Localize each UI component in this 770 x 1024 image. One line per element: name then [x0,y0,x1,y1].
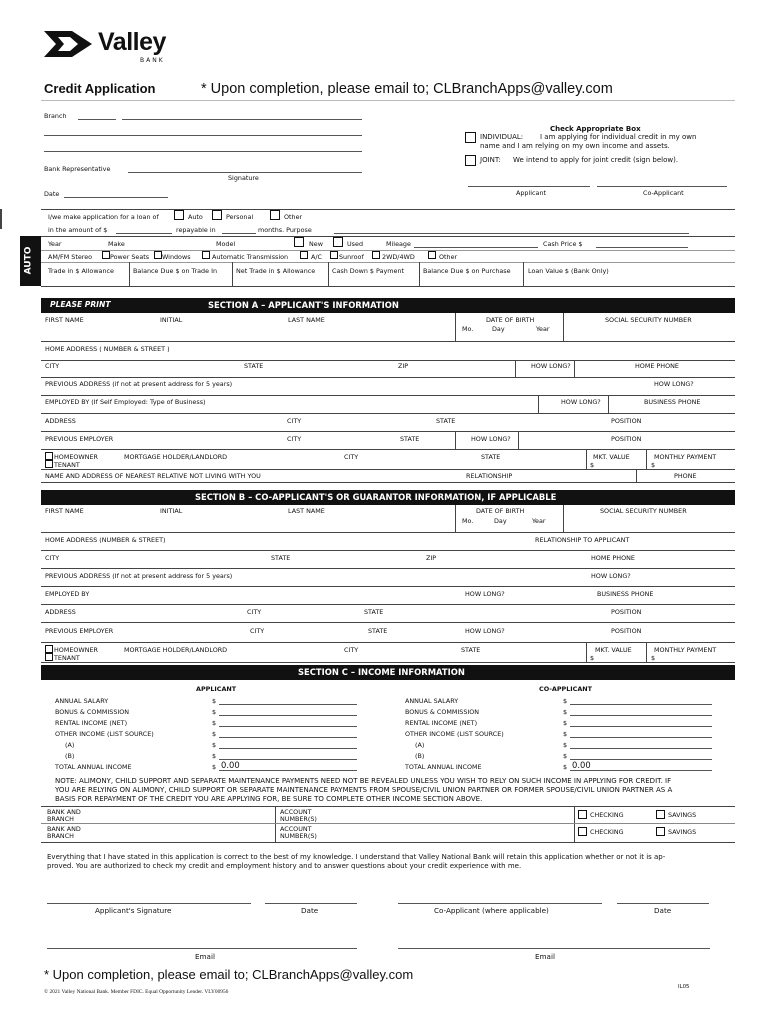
b-homeowner-checkbox[interactable] [45,645,53,653]
blank-line-1[interactable] [44,135,362,136]
a-city2: CITY [287,417,302,425]
co-applicant-income-line-5[interactable] [570,748,712,749]
b-prevemp: PREVIOUS EMPLOYER [45,627,114,635]
a-prev: PREVIOUS ADDRESS (if not at present address for 5 years) [45,380,233,388]
co-email-line[interactable] [398,948,710,949]
co-applicant-income-dollar-7: $ [563,763,568,771]
applicant-income-dollar-6: $ [212,752,217,760]
a-zip: ZIP [398,362,409,370]
b-dob: DATE OF BIRTH [476,507,525,515]
auto-trans-checkbox[interactable] [202,251,210,259]
other-option-label: Other [439,253,458,261]
savings-1-label: SAVINGS [668,811,697,819]
b-state4: STATE [461,646,481,654]
co-applicant-income-dollar-3: $ [563,719,568,727]
app-sig-line[interactable] [47,903,251,904]
power-checkbox[interactable] [102,251,110,259]
b-mortgage: MORTGAGE HOLDER/LANDLORD [124,646,228,654]
b-state: STATE [271,554,291,562]
check-title: Check Appropriate Box [550,125,641,133]
a-tenant-checkbox[interactable] [45,460,53,468]
co-applicant-income-dollar-5: $ [563,741,568,749]
co-date-line[interactable] [617,903,709,904]
other-option-checkbox[interactable] [428,251,436,259]
a-ssn: SOCIAL SECURITY NUMBER [605,316,692,324]
b-day: Day [494,517,507,525]
co-applicant-income-label-4: OTHER INCOME (LIST SOURCE) [405,730,504,738]
bank-rep-line[interactable] [128,172,362,173]
b-first: FIRST NAME [45,507,84,515]
a-home: HOME ADDRESS ( NUMBER & STREET ) [45,345,170,353]
mileage-line[interactable] [414,247,538,248]
a-howlong4: HOW LONG? [471,435,511,443]
other-checkbox[interactable] [270,210,280,220]
b-home: HOME ADDRESS (NUMBER & STREET) [45,536,166,544]
applicant-income-label-7: TOTAL ANNUAL INCOME [55,763,132,771]
app-date-label: Date [301,906,319,915]
co-applicant-income-dollar-2: $ [563,708,568,716]
b-zip: ZIP [426,554,437,562]
a-initial: INITIAL [160,316,183,324]
applicant-total-income: 0.00 [221,760,240,770]
savings-2-label: SAVINGS [668,828,697,836]
ac-label: A/C [311,253,322,261]
a-tenant: TENANT [54,461,80,469]
bank-1-label: BANK AND [47,808,81,816]
year-label: Year [48,240,62,248]
co-date-label: Date [654,906,672,915]
checking-2-checkbox[interactable] [578,827,587,836]
a-yr: Year [536,325,550,333]
section-c-title: SECTION C – INCOME INFORMATION [298,667,465,677]
c-note-3: BASIS FOR REPAYMENT OF THE CREDIT YOU ARE APPLYING FOR, BE SURE TO COMPLETE OTHER INCOME SECTION ABOVE. [55,795,483,803]
a-first: FIRST NAME [45,316,84,324]
applicant-income-label-6: (B) [65,752,75,760]
a-mo: Mo. [462,325,474,333]
applicant-sig-line[interactable] [468,186,590,187]
applicant-income-label-1: ANNUAL SALARY [55,697,109,705]
a-state: STATE [244,362,264,370]
brand-name: Valley [98,28,166,56]
applicant-income-line-2[interactable] [219,715,357,716]
joint-checkbox[interactable] [465,155,476,166]
b-initial: INITIAL [160,507,183,515]
a-day: Day [492,325,505,333]
bank-rep-label: Bank Representative [44,165,111,173]
a-address: ADDRESS [45,417,76,425]
a-relative: NAME AND ADDRESS OF NEAREST RELATIVE NOT LIVING WITH YOU [45,472,261,480]
bank-2-label: BANK AND [47,825,81,833]
acct-1-label-2: NUMBER(S) [280,815,317,823]
a-position: POSITION [611,417,642,425]
power-label: Power Seats [110,253,150,261]
applicant-income-label-2: BONUS & COMMISSION [55,708,130,716]
co-applicant-total-income: 0.00 [572,760,591,770]
a-state4: STATE [481,453,501,461]
b-state2: STATE [364,608,384,616]
used-checkbox[interactable] [333,237,343,247]
email-note: * Upon completion, please email to; CLBranchApps@valley.com [201,81,613,97]
repay-line[interactable] [222,233,256,234]
auto-checkbox[interactable] [174,210,184,220]
b-city: CITY [45,554,60,562]
b-position2: POSITION [611,627,642,635]
acct-1-label: ACCOUNT [280,808,312,816]
auto-side-text: AUTO [23,246,34,275]
signature-label: Signature [228,174,259,182]
trade-allowance-label: Trade in $ Allowance [48,267,114,275]
b-mkt: MKT. VALUE [595,646,632,654]
a-howlong: HOW LONG? [531,362,571,370]
auto-label: Auto [188,213,203,221]
applicant-label: Applicant [516,189,547,197]
a-city4: CITY [344,453,359,461]
other-label: Other [284,213,303,221]
individual-label: INDIVIDUAL: [480,133,524,141]
applicant-income-line-6[interactable] [219,759,357,760]
b-city4: CITY [344,646,359,654]
windows-checkbox[interactable] [154,251,162,259]
individual-checkbox[interactable] [465,132,476,143]
form-code: IL05 [678,984,690,990]
co-applicant-income-line-6[interactable] [570,759,712,760]
valley-logo-icon [42,27,94,61]
applicant-income-line-7[interactable] [219,770,357,771]
co-applicant-sig-line[interactable] [597,186,727,187]
amount-line[interactable] [116,233,172,234]
personal-label: Personal [226,213,254,221]
co-applicant-income-dollar-6: $ [563,752,568,760]
branch-label: Branch [44,112,67,120]
co-applicant-income-line-2[interactable] [570,715,712,716]
cash-down-label: Cash Down $ Payment [332,267,405,275]
section-a-title: SECTION A – APPLICANT'S INFORMATION [208,300,399,310]
savings-1-checkbox[interactable] [656,810,665,819]
a-monthly: MONTHLY PAYMENT [654,453,717,461]
applicant-income-dollar-4: $ [212,730,217,738]
a-position2: POSITION [611,435,642,443]
date-line[interactable] [64,197,168,198]
sunroof-checkbox[interactable] [330,251,338,259]
new-checkbox[interactable] [294,237,304,247]
b-howlong: HOW LONG? [591,572,631,580]
new-label: New [309,240,323,248]
a-relationship: RELATIONSHIP [466,472,513,480]
applicant-income-dollar-3: $ [212,719,217,727]
please-print: PLEASE PRINT [50,300,111,309]
applicant-income-dollar-2: $ [212,708,217,716]
co-applicant-income-line-4[interactable] [570,737,712,738]
a-mortgage: MORTGAGE HOLDER/LANDLORD [124,453,228,461]
b-howlong3: HOW LONG? [465,627,505,635]
applicant-income-label-3: RENTAL INCOME (NET) [55,719,128,727]
applicant-income-line-1[interactable] [219,704,357,705]
co-sig-label: Co-Applicant (where applicable) [434,906,549,915]
co-applicant-income-label-6: (B) [415,752,425,760]
months-label: months. Purpose [258,226,312,234]
b-tenant: TENANT [54,654,80,662]
checking-1-label: CHECKING [590,811,624,819]
b-position: POSITION [611,608,642,616]
a-rphone: PHONE [674,472,697,480]
savings-2-checkbox[interactable] [656,827,665,836]
used-label: Used [347,240,363,248]
b-dollar: $ [590,654,595,662]
b-phone: HOME PHONE [591,554,635,562]
a-bphone: BUSINESS PHONE [644,398,701,406]
app-sig-label: Applicant's Signature [95,906,172,915]
a-dollar2: $ [651,461,656,469]
b-homeowner: HOMEOWNER [54,646,98,654]
a-mkt: MKT. VALUE [593,453,630,461]
amfm-label: AM/FM Stereo [48,253,93,261]
a-city: CITY [45,362,60,370]
co-applicant-income-line-1[interactable] [570,704,712,705]
balance-purchase-label: Balance Due $ on Purchase [423,267,511,275]
blank-line-2[interactable] [44,151,362,152]
a-prevemp: PREVIOUS EMPLOYER [45,435,114,443]
applicant-income-line-3[interactable] [219,726,357,727]
branch-line[interactable] [78,119,116,120]
balance-trade-label: Balance Due $ on Trade In [133,267,218,275]
mileage-label: Mileage [386,240,411,248]
applicant-income-dollar-5: $ [212,741,217,749]
a-city3: CITY [287,435,302,443]
wd-label: 2WD/4WD [382,253,415,261]
co-applicant-income-label-3: RENTAL INCOME (NET) [405,719,478,727]
copyright: © 2021 Valley National Bank. Member FDIC. Equal Opportunity Lender. VLY00956 [44,989,229,995]
app-date-line[interactable] [265,903,357,904]
b-tenant-checkbox[interactable] [45,653,53,661]
applicant-income-line-5[interactable] [219,748,357,749]
acct-2-label: ACCOUNT [280,825,312,833]
purpose-line[interactable] [334,233,689,234]
cash-price-line[interactable] [596,247,688,248]
applicant-income-dollar-7: $ [212,763,217,771]
a-howlong3: HOW LONG? [561,398,601,406]
c-note-2: YOU ARE RELYING ON ALIMONY, CHILD SUPPORT OR SEPARATE MAINTENANCE PAYMENTS FROM SPOUSE/CIVIL UNION PARTNER OR FORMER SPOUSE/CIVIL UNION PARTNER AS A [55,786,673,794]
b-address: ADDRESS [45,608,76,616]
certification-1: Everything that I have stated in this application is correct to the best of my knowledge. I understand that Valley National Bank will retain this application whether or not it is ap- [47,853,666,861]
checking-2-label: CHECKING [590,828,624,836]
b-prev: PREVIOUS ADDRESS (If not at present address for 5 years) [45,572,233,580]
b-howlong2: HOW LONG? [465,590,505,598]
co-applicant-label: Co-Applicant [643,189,684,197]
applicant-income-label-4: OTHER INCOME (LIST SOURCE) [55,730,154,738]
footer-email-note: * Upon completion, please email to; CLBranchApps@valley.com [44,967,414,982]
b-last: LAST NAME [288,507,325,515]
app-email-label: Email [195,952,215,961]
co-applicant-income-label-2: BONUS & COMMISSION [405,708,480,716]
loan-value-label: Loan Value $ (Bank Only) [528,267,609,275]
windows-label: Windows [162,253,191,261]
personal-checkbox[interactable] [212,210,222,220]
co-sig-line[interactable] [398,903,602,904]
c-co-applicant: CO-APPLICANT [539,685,593,693]
co-applicant-income-dollar-4: $ [563,730,568,738]
brand-sub: BANK [140,57,165,64]
b-mo: Mo. [462,517,474,525]
b-state3: STATE [368,627,388,635]
checking-1-checkbox[interactable] [578,810,587,819]
make-label: Make [108,240,125,248]
joint-text: We intend to apply for joint credit (sign below). [513,156,679,164]
co-email-label: Email [535,952,555,961]
b-emp: EMPLOYED BY [45,590,90,598]
co-applicant-income-label-5: (A) [415,741,425,749]
form-title: Credit Application [44,81,156,96]
co-applicant-income-dollar-1: $ [563,697,568,705]
date-label: Date [44,190,60,198]
sunroof-label: Sunroof [339,253,364,261]
app-email-line[interactable] [47,948,357,949]
ac-checkbox[interactable] [300,251,308,259]
model-label: Model [216,240,236,248]
bank-2-label-2: BRANCH [47,832,74,840]
a-last: LAST NAME [288,316,325,324]
branch-line-2[interactable] [122,119,362,120]
a-state2: STATE [436,417,456,425]
applicant-income-line-4[interactable] [219,737,357,738]
c-applicant: APPLICANT [196,685,237,693]
bank-1-label-2: BRANCH [47,815,74,823]
individual-text: I am applying for individual credit in my own [540,133,697,141]
certification-2: proved. You are authorized to check my credit and employment history and to answer questions about your credit experience with me. [47,862,522,870]
b-bphone: BUSINESS PHONE [597,590,654,598]
b-rel: RELATIONSHIP TO APPLICANT [535,536,630,544]
a-dob: DATE OF BIRTH [486,316,535,324]
a-howlong2: HOW LONG? [654,380,694,388]
b-ssn: SOCIAL SECURITY NUMBER [600,507,687,515]
a-home-phone: HOME PHONE [635,362,679,370]
co-applicant-income-line-7[interactable] [570,770,712,771]
section-b-title: SECTION B – CO-APPLICANT'S OR GUARANTOR INFORMATION, IF APPLICABLE [195,492,557,502]
b-dollar2: $ [651,654,656,662]
b-city2: CITY [247,608,262,616]
co-applicant-income-line-3[interactable] [570,726,712,727]
net-trade-label: Net Trade in $ Allowance [236,267,316,275]
a-emp: EMPLOYED BY (If Self Employed: Type of Business) [45,398,206,406]
acct-2-label-2: NUMBER(S) [280,832,317,840]
a-homeowner: HOMEOWNER [54,453,98,461]
c-note-1: NOTE: ALIMONY, CHILD SUPPORT AND SEPARATE MAINTENANCE PAYMENTS NEED NOT BE REVEALED UNLESS YOU WISH TO RELY ON SUCH INCOME IN APPLYING FOR CREDIT. IF [55,777,672,785]
co-applicant-income-label-1: ANNUAL SALARY [405,697,459,705]
cash-price-label: Cash Price $ [543,240,583,248]
amount-label: in the amount of $ [48,226,108,234]
b-yr: Year [532,517,546,525]
b-monthly: MONTHLY PAYMENT [654,646,717,654]
auto-trans-label: Automatic Transmission [212,253,289,261]
loan-intro: I/we make application for a loan of [48,213,159,221]
repay-label: repayable in [176,226,216,234]
individual-text-2: name and I am relying on my own income and assets. [480,142,670,150]
joint-label: JOINT: [480,156,501,164]
applicant-income-dollar-1: $ [212,697,217,705]
b-city3: CITY [250,627,265,635]
a-homeowner-checkbox[interactable] [45,452,53,460]
co-applicant-income-label-7: TOTAL ANNUAL INCOME [405,763,482,771]
a-state3: STATE [400,435,420,443]
wd-checkbox[interactable] [372,251,380,259]
a-dollar: $ [590,461,595,469]
applicant-income-label-5: (A) [65,741,75,749]
